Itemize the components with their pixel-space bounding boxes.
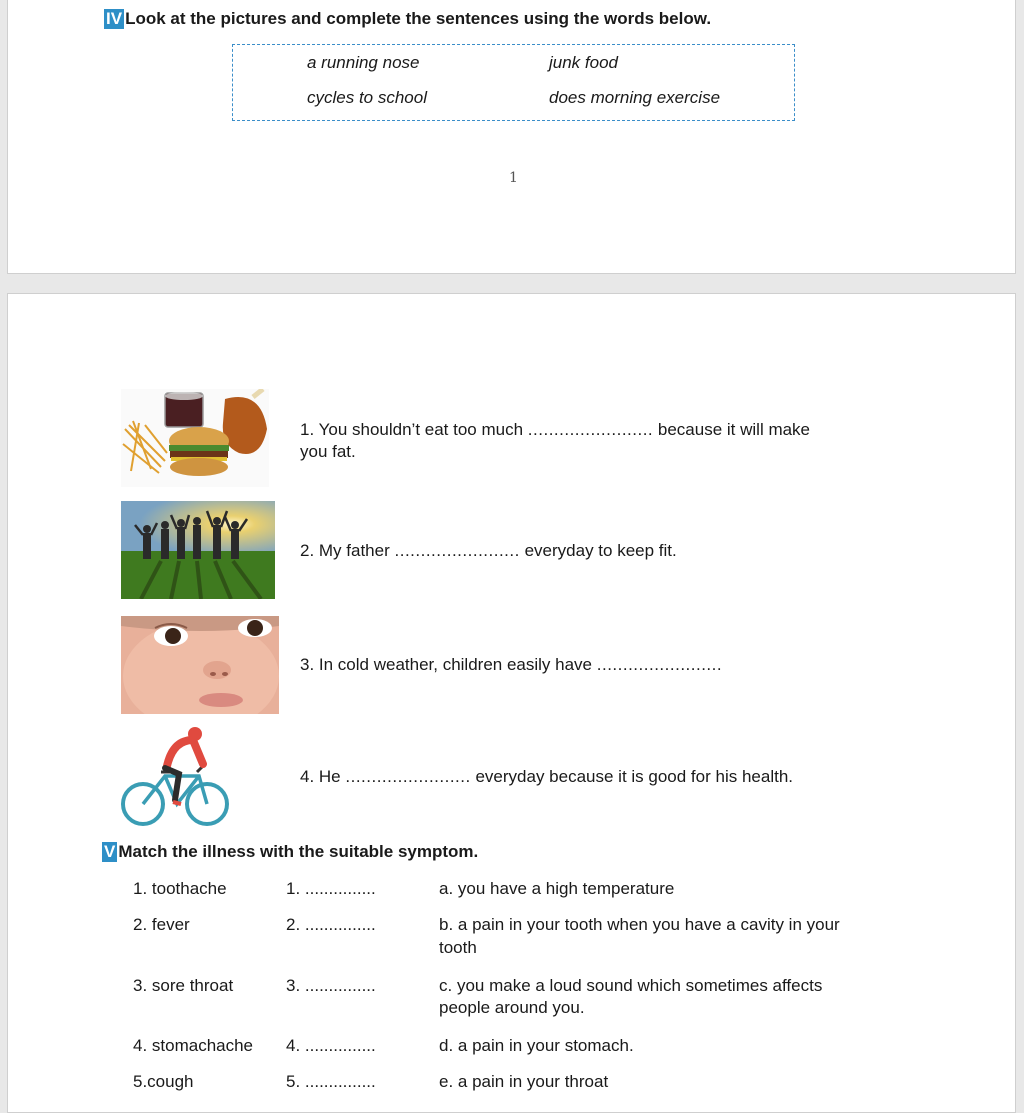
symptom-item: b. a pain in your tooth when you have a cavity in your — [439, 915, 840, 934]
sentence-3: 3. In cold weather, children easily have ........................ — [300, 655, 723, 674]
worksheet-page-1 — [7, 0, 1016, 274]
illness-item: 4. stomachache — [133, 1036, 254, 1055]
sentence-2: 2. My father ........................ everyday to keep fit. — [300, 541, 677, 560]
symptom-item: a. you have a high temperature — [439, 879, 675, 898]
illness-item: 2. fever — [133, 915, 190, 934]
match-answer-blank[interactable]: 2. ............... — [286, 915, 376, 934]
match-answer-blank[interactable]: 4. ............... — [286, 1036, 376, 1055]
section-5-heading — [102, 842, 478, 862]
section-4-heading — [104, 9, 711, 29]
word-bank-item: junk food — [549, 53, 618, 72]
section-5-number: V — [104, 842, 116, 861]
morning-exercise-image — [121, 501, 275, 599]
illness-item: 1. toothache — [133, 879, 227, 898]
symptom-item-continuation: tooth — [439, 938, 477, 957]
section-4-title: Look at the pictures and complete the sentences using the words below. — [125, 9, 712, 28]
symptom-item: d. a pain in your stomach. — [439, 1036, 634, 1055]
word-bank-item: a running nose — [307, 53, 420, 72]
illness-item: 5.cough — [133, 1072, 194, 1091]
symptom-item-continuation: people around you. — [439, 998, 585, 1017]
answer-blank-4[interactable]: ........................ — [345, 767, 471, 786]
answer-blank-2[interactable]: ........................ — [394, 541, 520, 560]
word-bank-item: does morning exercise — [549, 88, 721, 107]
answer-blank-1[interactable]: ........................ — [527, 420, 654, 439]
symptom-item: e. a pain in your throat — [439, 1072, 609, 1091]
match-answer-blank[interactable]: 1. ............... — [286, 879, 376, 898]
answer-blank-3[interactable]: ........................ — [596, 655, 723, 674]
junk-food-image — [121, 389, 269, 487]
sentence-4: 4. He ........................ everyday because it is good for his health. — [300, 767, 793, 786]
word-bank-box — [232, 44, 795, 121]
word-bank-item: cycles to school — [307, 88, 427, 107]
baby-face-image — [121, 616, 279, 714]
sentence-1-continuation: you fat. — [300, 442, 356, 461]
match-answer-blank[interactable]: 3. ............... — [286, 976, 376, 995]
worksheet-page-2 — [7, 293, 1016, 1113]
illness-item: 3. sore throat — [133, 976, 234, 995]
cyclist-image — [121, 726, 233, 830]
symptom-item: c. you make a loud sound which sometimes affects — [439, 976, 823, 995]
sentence-1: 1. You shouldn’t eat too much ........................ because it will make — [300, 420, 811, 439]
section-5-title: Match the illness with the suitable symptom. — [118, 842, 479, 861]
section-4-number: IV — [106, 9, 123, 28]
match-answer-blank[interactable]: 5. ............... — [286, 1072, 376, 1091]
page-number: 1 — [509, 170, 518, 186]
